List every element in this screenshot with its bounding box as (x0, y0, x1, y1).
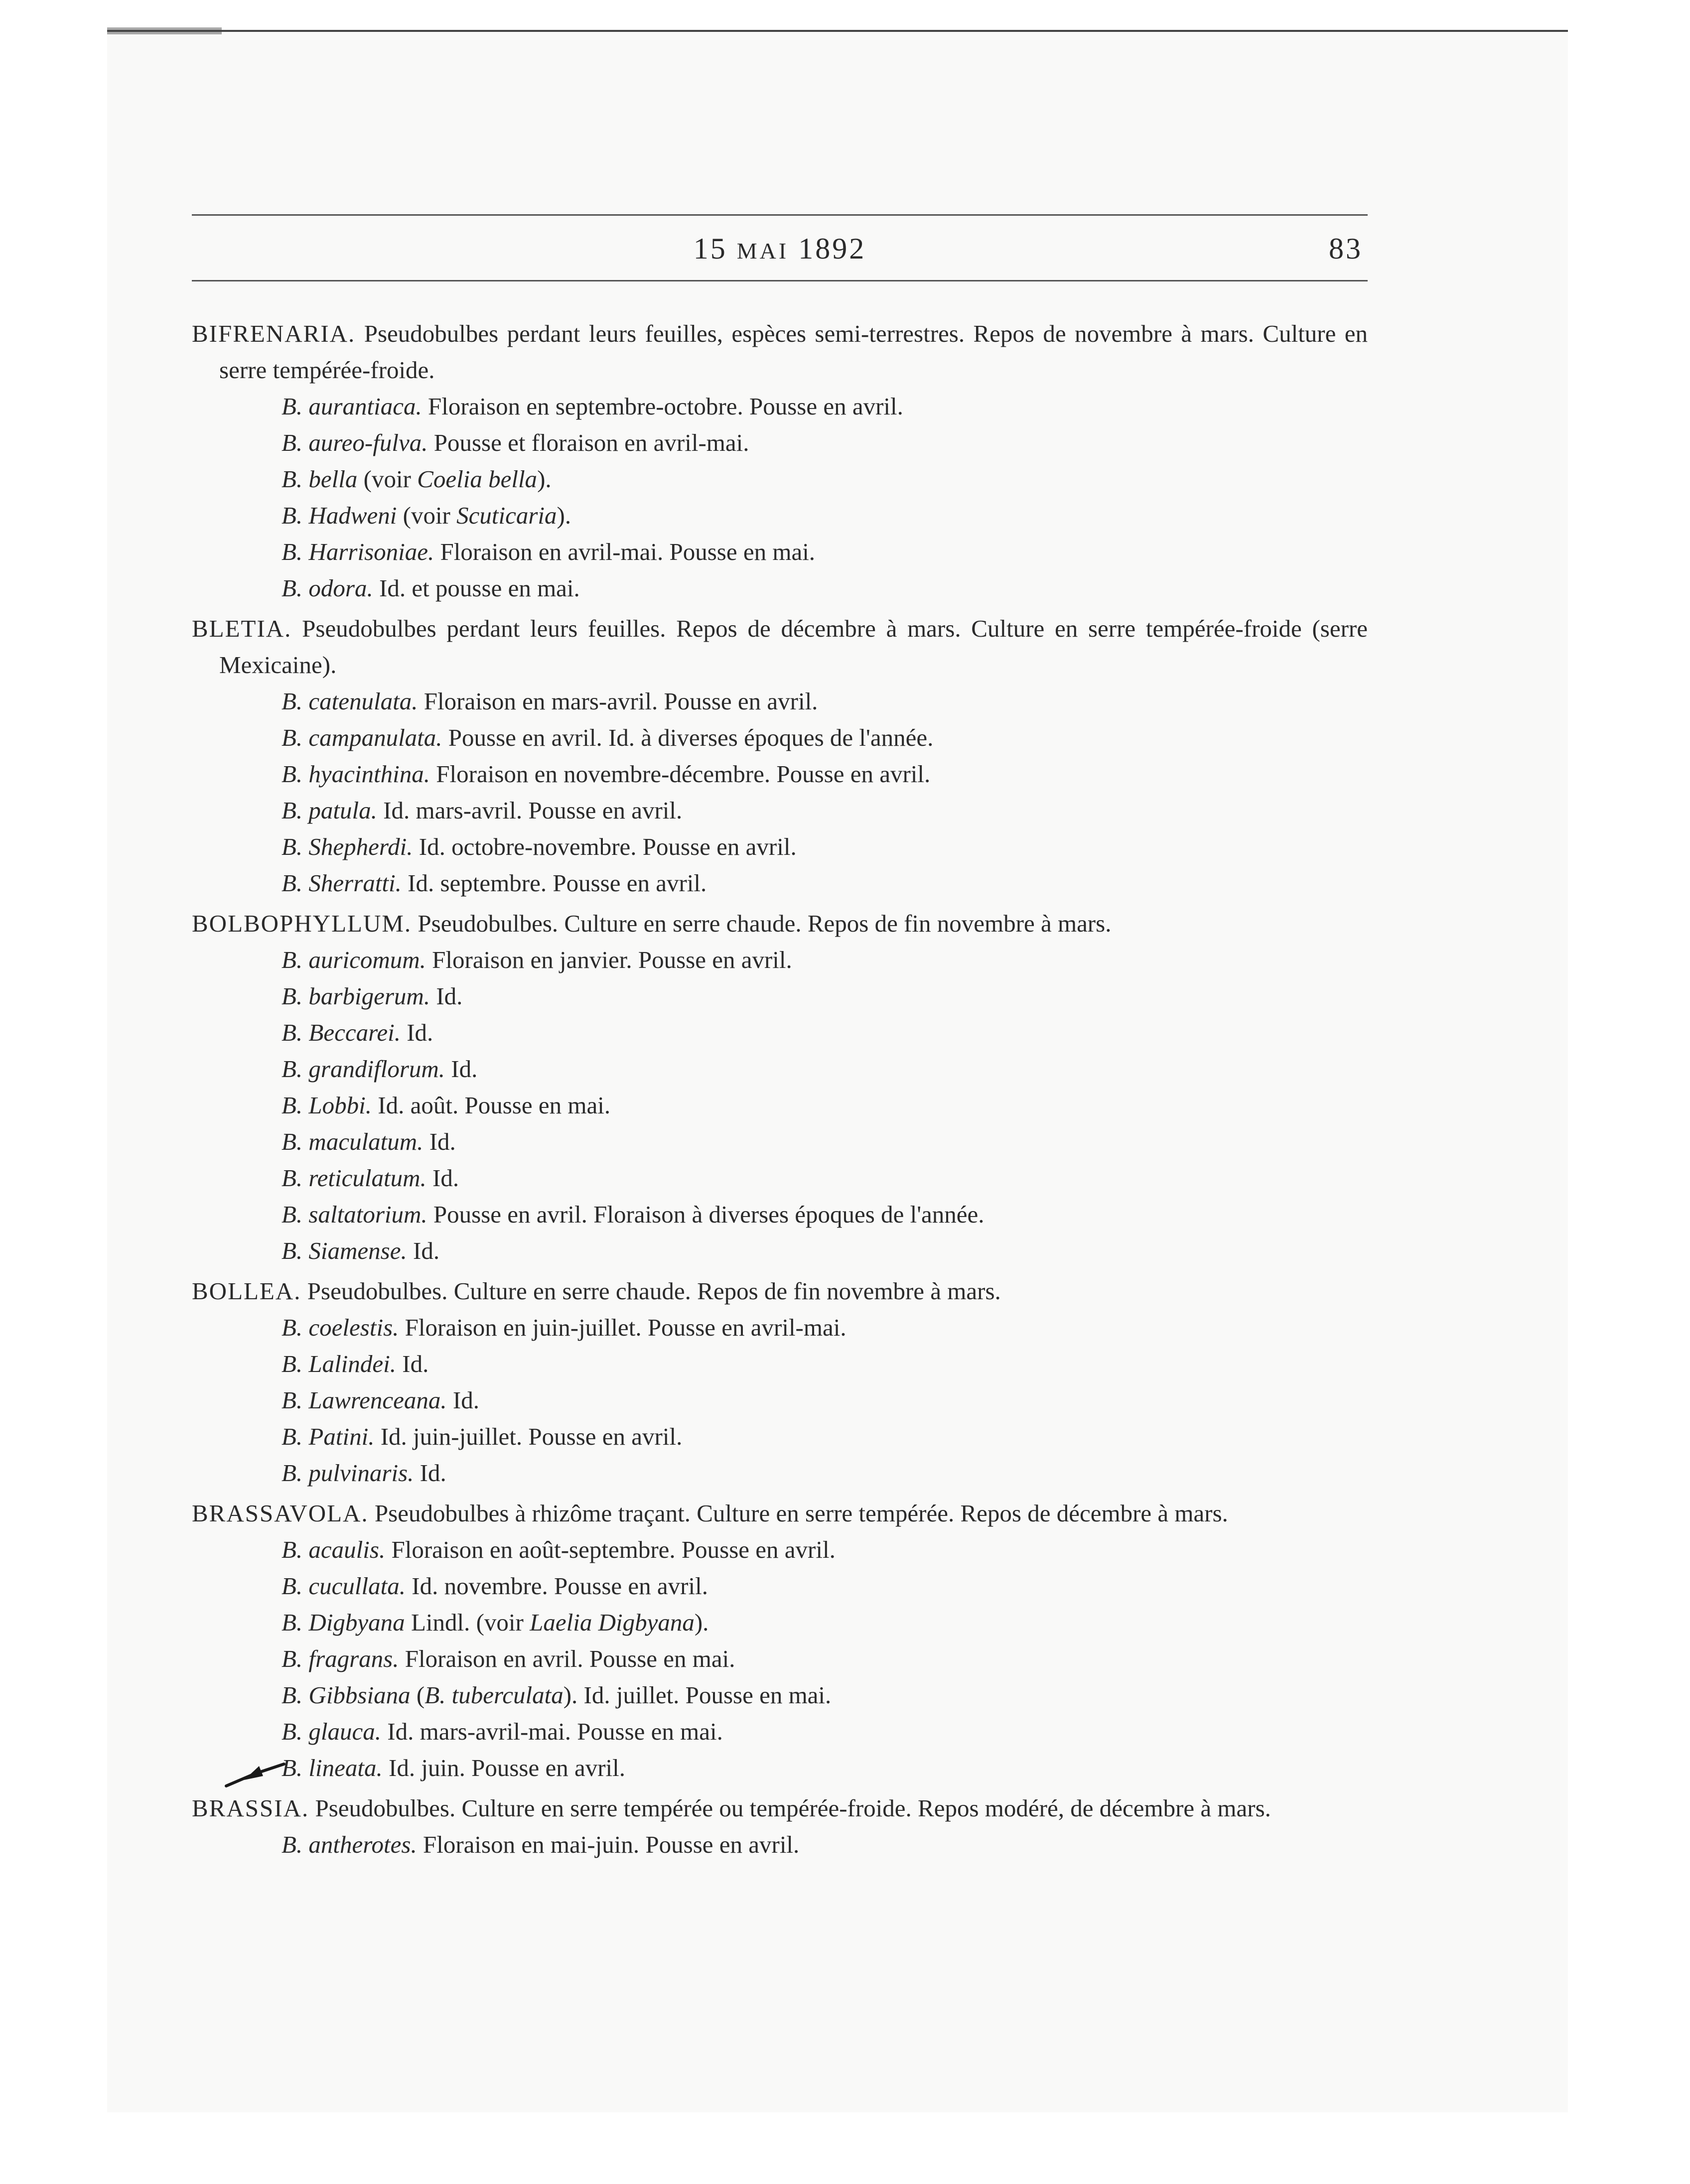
species-notes: Id. octobre-novembre. Pousse en avril. (419, 833, 797, 860)
species-name: B. grandiflorum. (282, 1055, 445, 1083)
species-name: B. Siamense. (282, 1237, 407, 1264)
species-notes: Floraison en novembre-décembre. Pousse en avril. (436, 760, 931, 788)
page-number: 83 (1329, 232, 1363, 265)
species-entry (192, 978, 1368, 1014)
date-month: MAI (736, 238, 789, 264)
species-notes: Id. mars-avril. Pousse en avril. (383, 797, 683, 824)
species-entry (192, 1196, 1368, 1232)
species-name: B. patula. (282, 797, 377, 824)
species-entry (192, 388, 1368, 424)
species-notes-tail: ). (694, 1609, 709, 1636)
species-name: B. odora. (282, 574, 373, 602)
genus-entry (192, 1273, 1368, 1309)
species-notes: (voir (363, 465, 418, 493)
genus-name: BOLBOPHYLLUM. (192, 910, 412, 937)
species-name: B. bella (282, 465, 358, 493)
species-name: B. glauca. (282, 1718, 382, 1745)
species-name: B. acaulis. (282, 1536, 386, 1563)
species-notes: ( (416, 1681, 425, 1709)
species-entry (192, 1640, 1368, 1677)
genus-name: BOLLEA. (192, 1277, 301, 1305)
species-notes: Id. juin. Pousse en avril. (389, 1754, 626, 1781)
header-rule-bottom (192, 280, 1368, 281)
species-notes: Id. (429, 1128, 456, 1155)
species-notes: Id. juin-juillet. Pousse en avril. (380, 1423, 683, 1450)
species-notes: Floraison en mars-avril. Pousse en avril. (423, 687, 818, 715)
species-name: B. catenulata. (282, 687, 418, 715)
species-reference: B. tuberculata (424, 1681, 563, 1709)
species-notes: Id. (402, 1350, 429, 1377)
species-entry (192, 1123, 1368, 1160)
species-entry (192, 792, 1368, 828)
species-notes: Id. (420, 1459, 446, 1487)
genus-name: BIFRENARIA. (192, 320, 356, 347)
species-name: B. Lobbi. (282, 1092, 372, 1119)
species-entry (192, 1713, 1368, 1750)
species-entry (192, 1346, 1368, 1382)
species-name: B. coelestis. (282, 1314, 399, 1341)
species-notes: Id. (451, 1055, 478, 1083)
species-entry (192, 1382, 1368, 1418)
species-entry (192, 865, 1368, 901)
species-notes: Id. (413, 1237, 440, 1264)
genus-entry (192, 1790, 1368, 1826)
species-entry (192, 570, 1368, 606)
species-notes: Id. (407, 1019, 433, 1046)
species-notes-tail: ). (557, 502, 571, 529)
species-notes: Floraison en janvier. Pousse en avril. (432, 946, 792, 973)
species-name: B. cucullata. (282, 1572, 406, 1600)
species-entry (192, 1232, 1368, 1269)
species-name: B. hyacinthina. (282, 760, 430, 788)
species-entry (192, 1826, 1368, 1863)
genus-description: Pseudobulbes. Culture en serre chaude. Repos de fin novembre à mars. (418, 910, 1112, 937)
species-notes: Floraison en avril-mai. Pousse en mai. (440, 538, 816, 565)
species-notes: (voir (403, 502, 457, 529)
species-name: B. saltatorium. (282, 1201, 427, 1228)
species-entry (192, 756, 1368, 792)
species-notes: Id. septembre. Pousse en avril. (408, 869, 707, 897)
species-name: B. fragrans. (282, 1645, 399, 1672)
genus-entry (192, 1495, 1368, 1531)
species-notes-tail: ). Id. juillet. Pousse en mai. (563, 1681, 832, 1709)
species-name: B. Beccarei. (282, 1019, 401, 1046)
species-entry (192, 497, 1368, 534)
species-name: B. Shepherdi. (282, 833, 413, 860)
species-name: B. barbigerum. (282, 982, 430, 1010)
species-entry (192, 534, 1368, 570)
genus-description: Pseudobulbes perdant leurs feuilles. Repos de décembre à mars. Culture en serre tempérée-froide (serre Mexicaine). (219, 615, 1368, 679)
species-name: B. Gibbsiana (282, 1681, 411, 1709)
species-name: B. lineata. (282, 1754, 383, 1781)
species-entry (192, 1014, 1368, 1051)
species-notes: Pousse en avril. Id. à diverses époques de l'année. (448, 724, 934, 751)
hand-drawn-arrow-icon (224, 1761, 289, 1788)
species-name: B. antherotes. (282, 1831, 417, 1858)
species-notes: Id. (432, 1164, 459, 1192)
scan-top-edge (107, 30, 1568, 32)
genus-description: Pseudobulbes. Culture en serre tempérée ou tempérée-froide. Repos modéré, de décembre à mars. (315, 1794, 1271, 1822)
genus-entry (192, 905, 1368, 942)
orchid-list (192, 311, 1368, 1863)
species-name: B. Sherratti. (282, 869, 402, 897)
species-reference: Laelia Digbyana (530, 1609, 695, 1636)
species-entry (192, 1309, 1368, 1346)
species-entry (192, 1531, 1368, 1568)
species-name: B. Patini. (282, 1423, 375, 1450)
species-name: B. Lawrenceana. (282, 1386, 447, 1414)
species-entry (192, 461, 1368, 497)
species-entry (192, 1604, 1368, 1640)
header-rule-top (192, 214, 1368, 216)
species-notes: Floraison en avril. Pousse en mai. (405, 1645, 735, 1672)
genus-name: BRASSAVOLA. (192, 1500, 369, 1527)
species-notes: Id. novembre. Pousse en avril. (412, 1572, 708, 1600)
species-notes: Id. mars-avril-mai. Pousse en mai. (387, 1718, 723, 1745)
species-notes: Id. (452, 1386, 479, 1414)
species-notes: Floraison en juin-juillet. Pousse en avril-mai. (405, 1314, 846, 1341)
species-name: B. auricomum. (282, 946, 426, 973)
species-name: B. reticulatum. (282, 1164, 426, 1192)
species-entry (192, 683, 1368, 719)
genus-entry (192, 610, 1368, 683)
species-entry (192, 1051, 1368, 1087)
species-notes: Id. août. Pousse en mai. (378, 1092, 611, 1119)
species-entry (192, 719, 1368, 756)
species-entry (192, 1418, 1368, 1455)
species-name: B. aureo-fulva. (282, 429, 428, 456)
species-entry (192, 424, 1368, 461)
date-day: 15 (693, 232, 727, 265)
species-entry (192, 1087, 1368, 1123)
species-name: B. Lalindei. (282, 1350, 397, 1377)
page-header (192, 227, 1368, 272)
species-notes: Id. (436, 982, 463, 1010)
species-reference: Scuticaria (456, 502, 557, 529)
species-entry (192, 1160, 1368, 1196)
species-notes-tail: ). (537, 465, 552, 493)
species-entry (192, 1568, 1368, 1604)
species-notes: Floraison en septembre-octobre. Pousse en avril. (427, 393, 903, 420)
species-notes: Lindl. (voir (411, 1609, 530, 1636)
genus-description: Pseudobulbes à rhizôme traçant. Culture en serre tempérée. Repos de décembre à mars. (374, 1500, 1228, 1527)
species-entry (192, 942, 1368, 978)
species-name: B. Hadweni (282, 502, 397, 529)
date-year: 1892 (798, 232, 866, 265)
species-notes: Id. et pousse en mai. (379, 574, 580, 602)
species-name: B. Harrisoniae. (282, 538, 434, 565)
genus-entry (192, 315, 1368, 388)
species-name: B. aurantiaca. (282, 393, 422, 420)
species-notes: Pousse et floraison en avril-mai. (433, 429, 749, 456)
species-notes: Floraison en août-septembre. Pousse en avril. (391, 1536, 836, 1563)
genus-description: Pseudobulbes. Culture en serre chaude. Repos de fin novembre à mars. (307, 1277, 1001, 1305)
species-reference: Coelia bella (417, 465, 538, 493)
genus-name: BRASSIA. (192, 1794, 309, 1822)
genus-name: BLETIA. (192, 615, 292, 642)
species-name: B. campanulata. (282, 724, 442, 751)
species-name: B. pulvinaris. (282, 1459, 414, 1487)
species-entry (192, 828, 1368, 865)
species-entry (192, 1750, 1368, 1786)
species-name: B. maculatum. (282, 1128, 423, 1155)
species-entry (192, 1455, 1368, 1491)
species-name: B. Digbyana (282, 1609, 405, 1636)
header-date (192, 232, 1368, 266)
species-notes: Floraison en mai-juin. Pousse en avril. (422, 1831, 800, 1858)
genus-description: Pseudobulbes perdant leurs feuilles, espèces semi-terrestres. Repos de novembre à mars. Culture en serre tempérée-froide. (219, 320, 1368, 384)
species-notes: Pousse en avril. Floraison à diverses époques de l'année. (433, 1201, 985, 1228)
species-entry (192, 1677, 1368, 1713)
